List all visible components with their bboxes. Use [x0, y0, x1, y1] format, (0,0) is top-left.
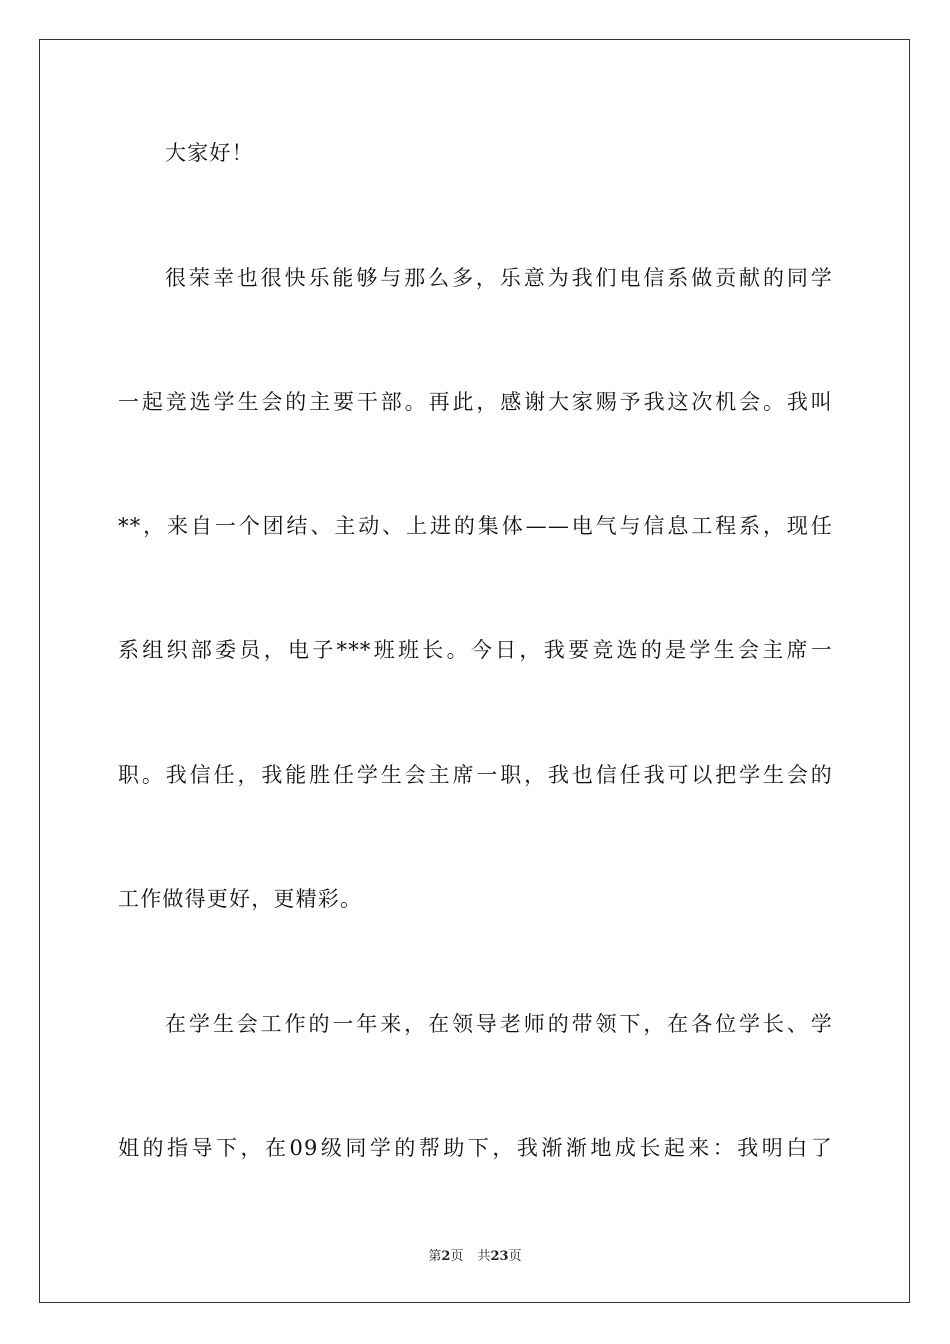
- paragraph-line: 职。我信任，我能胜任学生会主席一职，我也信任我可以把学生会的: [118, 763, 833, 787]
- page-prefix: 第: [428, 1249, 442, 1264]
- paragraph-line: 系组织部委员，电子***班班长。今日，我要竞选的是学生会主席一: [118, 638, 833, 662]
- paragraph-line: 很荣幸也很快乐能够与那么多，乐意为我们电信系做贡献的同学: [165, 266, 833, 290]
- greeting-line: 大家好！: [165, 141, 254, 165]
- page-number: 2: [441, 1249, 451, 1264]
- total-prefix: 共: [477, 1249, 491, 1264]
- paragraph-line: 姐的指导下，在09级同学的帮助下，我渐渐地成长起来：我明白了: [118, 1136, 833, 1160]
- paragraph-line: 一起竞选学生会的主要干部。再此，感谢大家赐予我这次机会。我叫: [118, 390, 833, 414]
- paragraph-line: **，来自一个团结、主动、上进的集体——电气与信息工程系，现任: [118, 514, 833, 538]
- page-suffix: 页: [450, 1249, 464, 1264]
- paragraph-line: 在学生会工作的一年来，在领导老师的带领下，在各位学长、学: [165, 1012, 833, 1036]
- paragraph-line: 工作做得更好，更精彩。: [118, 887, 363, 911]
- total-pages: 23: [490, 1249, 509, 1264]
- page-footer: [0, 1248, 950, 1266]
- page-border: [39, 39, 910, 1303]
- total-suffix: 页: [508, 1249, 522, 1264]
